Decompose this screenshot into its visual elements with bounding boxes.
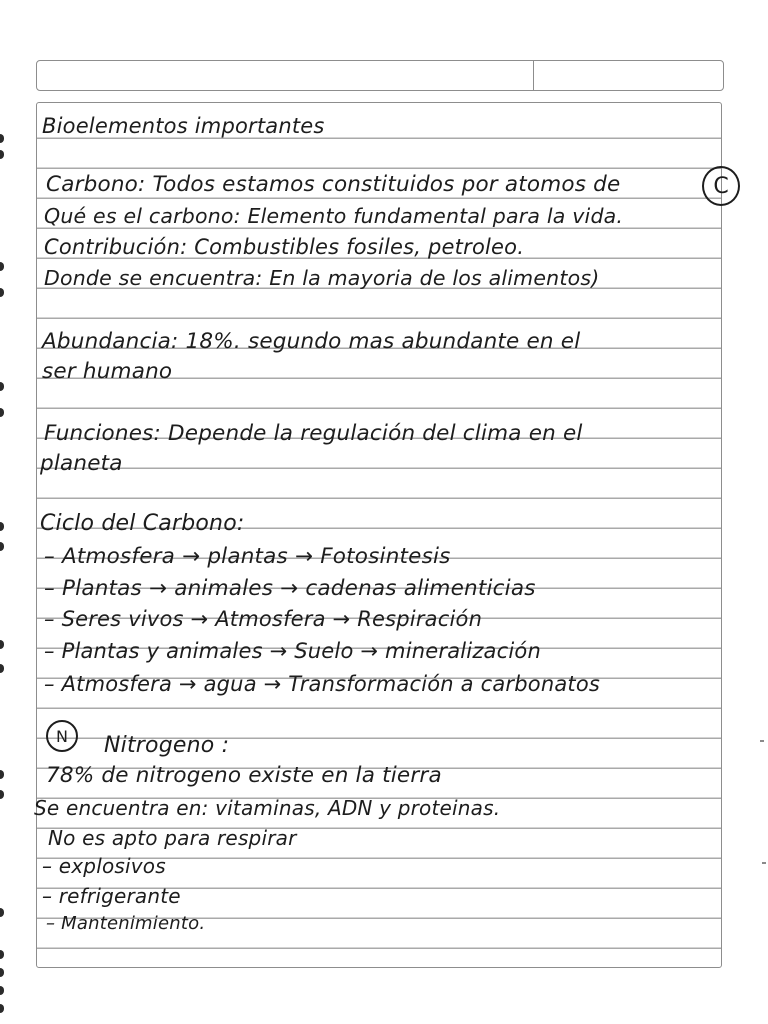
note-title: Bioelementos importantes — [42, 114, 325, 138]
note-line: 78% de nitrogeno existe en la tierra — [46, 763, 442, 788]
note-line: Ciclo del Carbono: — [40, 511, 245, 536]
binding-hole — [0, 288, 4, 297]
binding-hole — [0, 262, 4, 271]
binding-hole — [0, 986, 4, 995]
note-line: Funciones: Depende la regulación del clima en el — [44, 421, 583, 446]
binding-hole — [0, 150, 4, 159]
binding-hole — [0, 522, 4, 531]
note-line: Donde se encuentra: En la mayoria de los alimentos) — [44, 266, 600, 290]
note-line: – Seres vivos → Atmosfera → Respiración — [44, 607, 483, 631]
binding-hole — [0, 770, 4, 779]
note-line: Qué es el carbono: Elemento fundamental para la vida. — [44, 204, 624, 228]
binding-hole — [0, 664, 4, 673]
note-line: – Plantas → animales → cadenas alimenticias — [44, 576, 536, 601]
note-line: – Plantas y animales → Suelo → mineralización — [44, 639, 541, 663]
binding-hole — [0, 640, 4, 649]
note-line: Se encuentra en: vitaminas, ADN y proteinas. — [34, 796, 501, 820]
note-line: – explosivos — [42, 854, 166, 878]
binding-hole — [0, 908, 4, 917]
carbon-symbol-badge: C — [702, 166, 740, 206]
note-line: – Atmosfera → plantas → Fotosintesis — [44, 544, 451, 569]
note-line: No es apto para respirar — [48, 826, 297, 850]
binding-hole — [0, 968, 4, 977]
note-line: ser humano — [42, 359, 173, 384]
binding-hole — [0, 790, 4, 799]
note-line: Nitrogeno : — [104, 733, 230, 758]
binding-hole — [0, 1004, 4, 1013]
nitrogen-symbol-badge: N — [46, 720, 78, 752]
note-line: – Mantenimiento. — [46, 913, 206, 934]
note-line: – refrigerante — [42, 884, 181, 908]
edge-mark — [762, 862, 766, 864]
binding-hole — [0, 382, 4, 391]
binding-hole — [0, 542, 4, 551]
note-line: Abundancia: 18%. segundo mas abundante en el — [42, 329, 581, 354]
notebook-header-box — [36, 60, 724, 91]
note-line: Carbono: Todos estamos constituidos por atomos de — [46, 172, 621, 197]
binding-hole — [0, 134, 4, 143]
note-line: planeta — [40, 451, 123, 476]
binding-hole — [0, 408, 4, 417]
note-line: Contribución: Combustibles fosiles, petroleo. — [44, 235, 525, 259]
binding-hole — [0, 950, 4, 959]
note-line: – Atmosfera → agua → Transformación a carbonatos — [44, 672, 601, 696]
edge-mark — [760, 740, 764, 742]
header-divider — [533, 61, 534, 90]
